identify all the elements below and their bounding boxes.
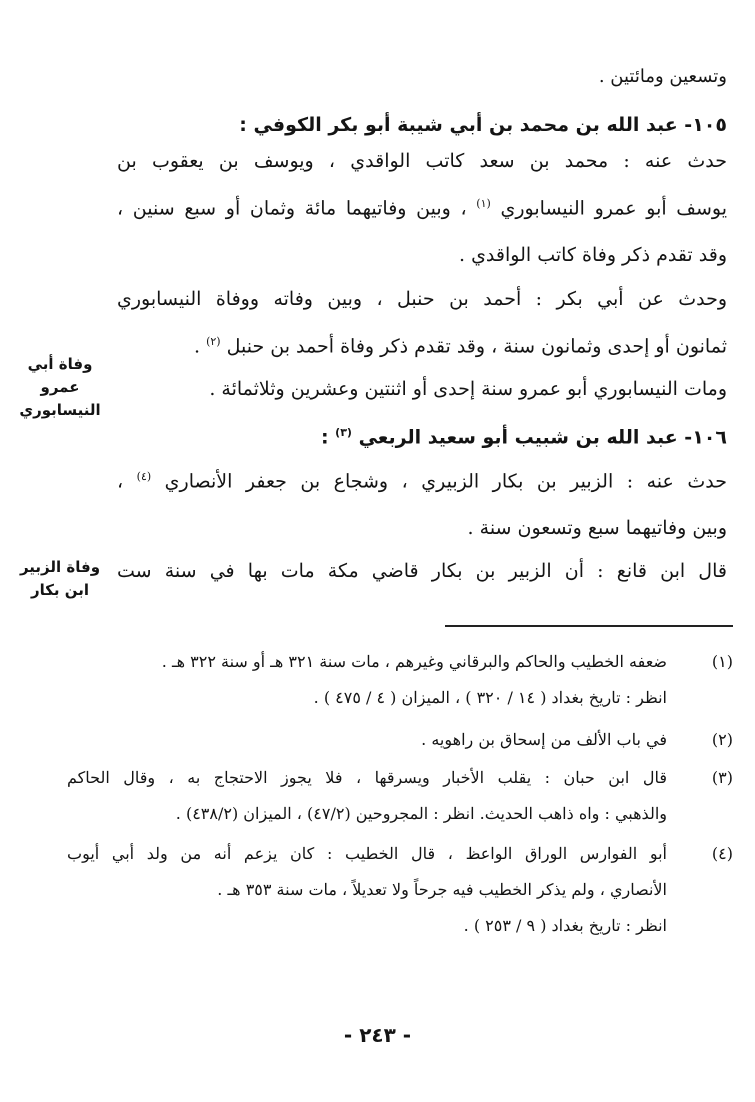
margin-note-line: عمرو	[40, 378, 80, 396]
footnote-line: في باب الألف من إسحاق بن راهويه .	[421, 730, 667, 749]
footnote-line: ضعفه الخطيب والحاكم والبرقاني وغيرهم ، مات سنة ٣٢١ هـ أو سنة ٣٢٢ هـ .	[161, 652, 667, 671]
margin-note-zubair	[10, 556, 110, 602]
text-line	[194, 335, 727, 358]
footnote-line: أبو الفوارس الوراق الواعظ ، قال الخطيب : كان يزعم أنه من ولد أبي أيوب	[67, 844, 667, 863]
text-line: وبين وفاتيهما سبع وتسعون سنة .	[467, 517, 727, 539]
text-line	[117, 197, 727, 220]
text-fragment: ، وبين وفاتيهما مائة وثمان أو سبع سنين ،	[117, 197, 467, 220]
footnote-line: قال ابن حبان : يقلب الأخبار ويسرقها ، فلا يجوز الاحتجاج به ، وقال الحاكم	[67, 768, 667, 787]
heading-fragment: ١٠٦- عبد الله بن شبيب أبو سعيد الربعي	[358, 426, 727, 449]
footnote-number: (٣)	[711, 768, 733, 787]
text-line: قال ابن قانع : أن الزبير بن بكار قاضي مكة مات بها في سنة ست	[117, 560, 727, 582]
text-fragment: ،	[117, 470, 124, 493]
footnote-ref: (١)	[476, 197, 491, 210]
footnote-number: (١)	[711, 652, 733, 671]
text-fragment: ثمانون أو إحدى وثمانون سنة ، وقد تقدم ذكر وفاة أحمد بن حنبل	[226, 335, 727, 358]
margin-note-line: النيسابوري	[19, 401, 101, 419]
entry-heading-106	[321, 426, 727, 449]
margin-note-line: وفاة أبي	[27, 355, 93, 373]
footnote-number: (٤)	[711, 844, 733, 863]
footnote-line: الأنصاري ، ولم يذكر الخطيب فيه جرحاً ولا تعديلاً ، مات سنة ٣٥٣ هـ .	[217, 880, 667, 899]
footnote-ref: (٢)	[206, 335, 221, 348]
text-line: وقد تقدم ذكر وفاة كاتب الواقدي .	[458, 244, 727, 266]
text-line: وحدث عن أبي بكر : أحمد بن حنبل ، وبين وفاته ووفاة النيسابوري	[117, 288, 727, 310]
text-line: ومات النيسابوري أبو عمرو سنة إحدى أو اثنتين وعشرين وثلاثمائة .	[209, 378, 727, 400]
footnote-separator	[445, 625, 733, 627]
footnote-line: انظر : تاريخ بغداد ( ٩ / ٢٥٣ ) .	[463, 916, 667, 935]
margin-note-line: ابن بكار	[30, 581, 90, 599]
footnote-line: انظر : تاريخ بغداد ( ١٤ / ٣٢٠ ) ، الميزان ( ٤ / ٤٧٥ ) .	[313, 688, 667, 707]
text-fragment: يوسف أبو عمرو النيسابوري	[500, 197, 727, 220]
footnote-ref: (٣)	[335, 426, 352, 439]
text-fragment: حدث عنه : الزبير بن بكار الزبيري ، وشجاع بن جعفر الأنصاري	[164, 470, 727, 493]
page-number: - ٢٤٣ -	[343, 1023, 412, 1047]
text-line	[117, 470, 727, 493]
text-line: حدث عنه : محمد بن سعد كاتب الواقدي ، ويوسف بن يعقوب بن	[117, 150, 727, 172]
heading-fragment: :	[320, 426, 329, 449]
entry-heading-105: ١٠٥- عبد الله بن محمد بن أبي شيبة أبو بكر الكوفي :	[239, 114, 727, 136]
margin-note-line: وفاة الزبير	[19, 558, 101, 576]
footnote-number: (٢)	[711, 730, 733, 749]
footnote-line: والذهبي : واه ذاهب الحديث. انظر : المجروحين (٤٧/٢) ، الميزان (٤٣٨/٢) .	[175, 804, 667, 823]
margin-note-abu-amr	[10, 353, 110, 422]
text-line: وتسعين ومائتين .	[598, 66, 727, 87]
footnote-ref: (٤)	[136, 470, 152, 483]
text-fragment: .	[193, 335, 201, 358]
